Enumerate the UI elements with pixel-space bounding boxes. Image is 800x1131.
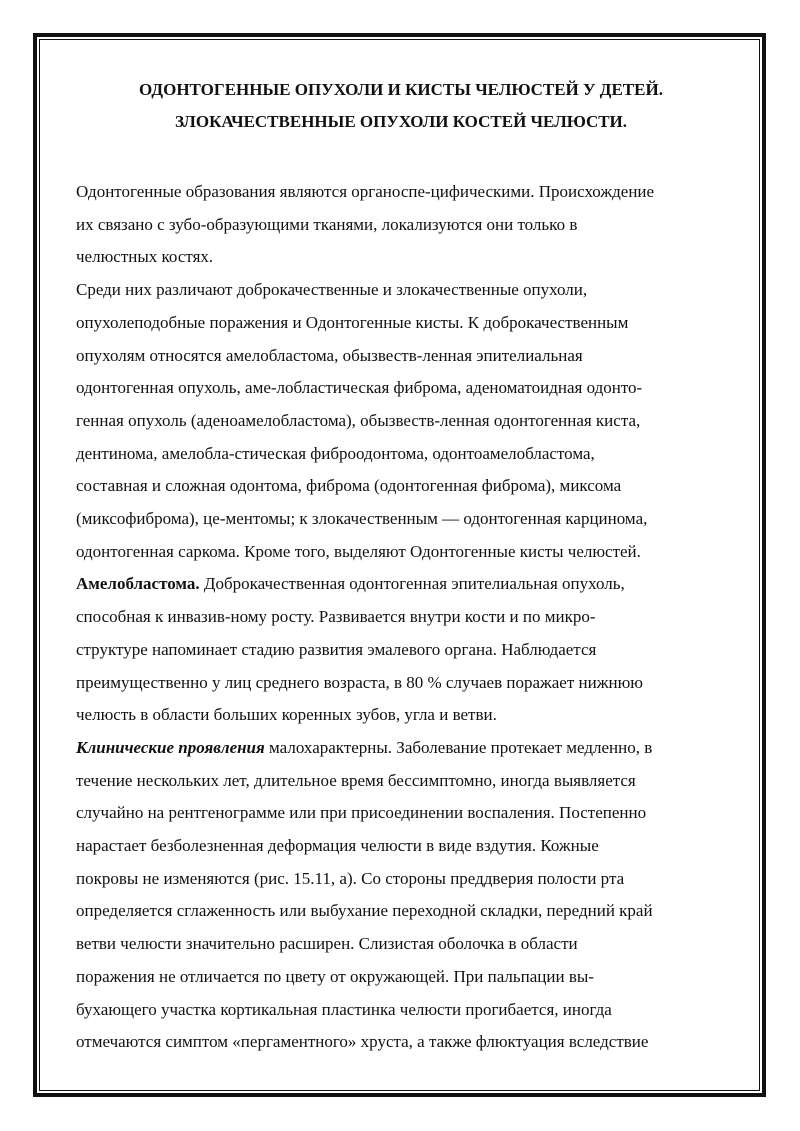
paragraph-intro [76,176,726,274]
term-ameloblastoma: Амелобластома. [76,574,200,594]
text-line: способная к инвазив-ному росту. Развивается внутри кости и по микро- [76,607,596,627]
document-content [76,74,726,1059]
paragraph-classification [76,274,726,568]
text-line: определяется сглаженность или выбухание переходной складки, передний край [76,901,653,921]
text-line-lead [76,568,726,601]
text-line: бухающего участка кортикальная пластинка челюсти прогибается, иногда [76,999,612,1019]
text-line: Одонтогенные образования являются органоспе-цифическими. Происхождение [76,182,655,201]
text-line: нарастает безболезненная деформация челюсти в виде вздутия. Кожные [76,836,599,856]
text-line: покровы не изменяются (рис. 15.11, а). Со стороны преддверия полости рта [76,868,625,888]
text-line: их связано с зубо-образующими тканями, локализуются они только в [76,214,578,234]
text-line: одонтогенная саркома. Кроме того, выделяют Одонтогенные кисты челюстей. [76,541,641,561]
title-line-2: ЗЛОКАЧЕСТВЕННЫЕ ОПУХОЛИ КОСТЕЙ ЧЕЛЮСТИ. [174,112,628,131]
text-line: Среди них различают доброкачественные и злокачественные опухоли, [76,280,588,300]
text-line: преимущественно у лиц среднего возраста, в 80 % случаев поражает нижнюю [76,672,643,692]
text-line-lead [76,732,726,765]
text-line: челюстных костях. [76,247,214,267]
text-fragment: малохарактерны. Заболевание протекает медленно, в [264,737,653,757]
text-line: опухолям относятся амелобластома, обызвеств-ленная эпителиальная [76,345,583,365]
text-fragment: Доброкачественная одонтогенная эпителиальная опухоль, [199,574,625,594]
text-line: генная опухоль (аденоамелобластома), обызвеств-ленная одонтогенная киста, [76,410,641,430]
text-line: опухолеподобные поражения и Одонтогенные кисты. К доброкачественным [76,312,629,332]
text-line: структуре напоминает стадию развития эмалевого органа. Наблюдается [76,639,597,659]
document-body [76,176,726,1059]
paragraph-ameloblastoma [76,568,726,732]
paragraph-clinical [76,732,726,1059]
document-title [76,74,726,138]
text-line: одонтогенная опухоль, аме-лобластическая фиброма, аденоматоидная одонто- [76,378,643,398]
text-line: составная и сложная одонтома, фиброма (одонтогенная фиброма), миксома [76,476,622,496]
text-line: случайно на рентгенограмме или при присоединении воспаления. Постепенно [76,803,647,823]
text-line: ветви челюсти значительно расширен. Слизистая оболочка в области [76,934,578,954]
text-line: отмечаются симптом «пергаментного» хруста, а также флюктуация вследствие [76,1032,649,1052]
text-line: течение нескольких лет, длительное время бессимптомно, иногда выявляется [76,770,636,790]
term-clinical-manifestations: Клинические проявления [76,737,265,757]
text-line: (миксофиброма), це-ментомы; к злокачественным — одонтогенная карцинома, [76,509,648,529]
title-line-1: ОДОНТОГЕННЫЕ ОПУХОЛИ И КИСТЫ ЧЕЛЮСТЕЙ У ДЕТЕЙ. [139,80,663,99]
text-line: челюсть в области больших коренных зубов, угла и ветви. [76,705,497,725]
text-line: дентинома, амелобла-стическая фиброодонтома, одонтоамелобластома, [76,443,595,463]
text-line: поражения не отличается по цвету от окружающей. При пальпации вы- [76,966,594,986]
